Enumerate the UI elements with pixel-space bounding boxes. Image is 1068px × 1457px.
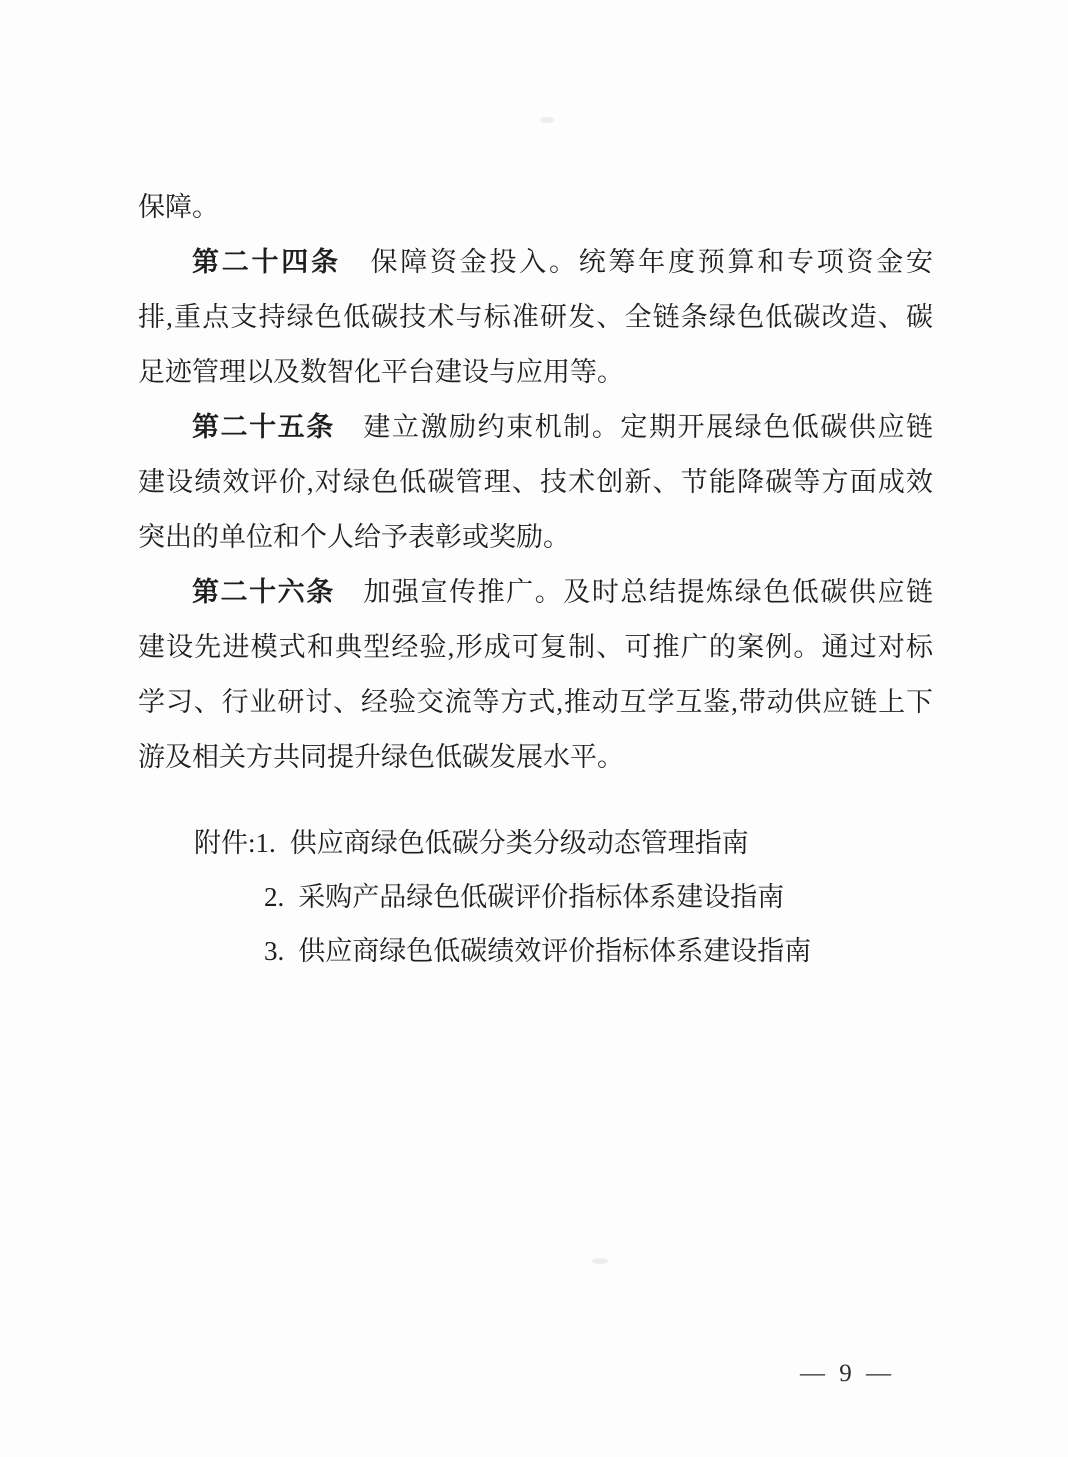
body-line-4: [138, 345, 933, 400]
body-line-3: [138, 290, 933, 345]
body-line-10: [138, 675, 933, 730]
body-text-segment: 建设先进模式和典型经验,形成可复制、可推广的案例。通过对标: [138, 632, 933, 662]
body-text-segment: [335, 577, 364, 607]
body-text-segment: [335, 412, 364, 442]
body-text-segment: 足迹管理以及数智化平台建设与应用等。: [138, 357, 624, 387]
body-text-segment: 保障资金投入。统筹年度预算和专项资金安: [370, 247, 933, 277]
body-text-segment: 突出的单位和个人给予表彰或奖励。: [138, 522, 570, 552]
page-number: — 9 —: [800, 1360, 895, 1387]
attachments-section: [194, 816, 811, 978]
body-text-segment: 加强宣传推广。及时总结提炼绿色低碳供应链: [363, 577, 934, 607]
body-line-5: [138, 400, 933, 455]
scan-smudge: [592, 1258, 608, 1264]
body-line-6: [138, 455, 933, 510]
body-text-segment: 排,重点支持绿色低碳技术与标准研发、全链条绿色低碳改造、碳: [138, 302, 933, 332]
body-text-segment: 游及相关方共同提升绿色低碳发展水平。: [138, 742, 624, 772]
body-line-1: [138, 180, 933, 235]
scan-smudge: [540, 117, 554, 123]
body-text-segment: 保障。: [138, 192, 219, 222]
attachment-item-1: [194, 816, 811, 870]
attachment-number: 3.: [264, 936, 285, 966]
body-text-segment: [341, 247, 371, 277]
body-text: [138, 180, 933, 785]
attachment-title: 供应商绿色低碳分类分级动态管理指南: [289, 828, 749, 858]
attachment-title: 采购产品绿色低碳评价指标体系建设指南: [298, 882, 785, 912]
body-line-9: [138, 620, 933, 675]
body-line-11: [138, 730, 933, 785]
attachment-item-3: [194, 924, 811, 978]
body-line-8: [138, 565, 933, 620]
body-line-7: [138, 510, 933, 565]
body-text-segment: 建设绩效评价,对绿色低碳管理、技术创新、节能降碳等方面成效: [138, 467, 933, 497]
body-text-segment: 建立激励约束机制。定期开展绿色低碳供应链: [363, 412, 934, 442]
article-number-label: 第二十五条: [192, 412, 335, 442]
attachment-number: 2.: [264, 882, 285, 912]
article-number-label: 第二十六条: [192, 577, 335, 607]
body-line-2: [138, 235, 933, 290]
attachment-item-2: [194, 870, 811, 924]
attachment-title: 供应商绿色低碳绩效评价指标体系建设指南: [298, 936, 812, 966]
article-number-label: 第二十四条: [192, 247, 341, 277]
body-text-segment: 学习、行业研讨、经验交流等方式,推动互学互鉴,带动供应链上下: [138, 687, 933, 717]
attachment-number: 1.: [255, 828, 276, 858]
attachments-label: 附件:: [194, 828, 256, 858]
